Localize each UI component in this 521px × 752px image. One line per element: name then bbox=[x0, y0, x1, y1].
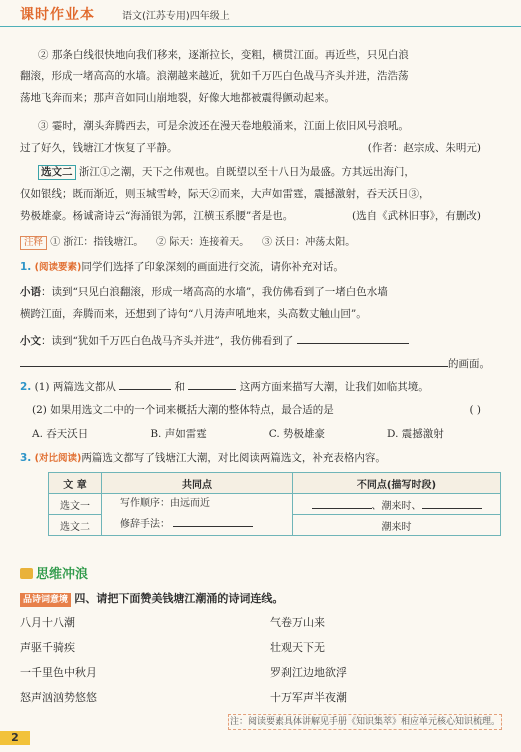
q2-options bbox=[20, 425, 501, 443]
q2-option-a[interactable]: A. 吞天沃日 bbox=[32, 428, 89, 440]
notes-label: 注释 bbox=[20, 236, 47, 250]
q1-answer-blank-1[interactable] bbox=[297, 331, 409, 344]
passage1-p2-line3: 荡地飞奔而来；那声音如同山崩地裂，好像大地都被震得颤动起来。 bbox=[20, 92, 335, 104]
q1-xiaowen-line1: 小文：读到“犹如千万匹白色战马齐头并进”，我仿佛看到了 bbox=[20, 331, 501, 350]
passage1-source: (作者：赵宗成、朱明元) bbox=[367, 142, 481, 154]
q2-blank-2[interactable] bbox=[188, 377, 236, 390]
q2-option-b[interactable]: B. 声如雷霆 bbox=[150, 428, 207, 440]
q4-stem: 品诗词意境 四、请把下面赞美钱塘江潮涌的诗词连线。 bbox=[20, 590, 501, 608]
passage2-line3: 势极雄豪。杨诚斋诗云“海涌银为郭，江横玉系腰”者是也。 (选自《武林旧事》，有删改) bbox=[20, 207, 501, 225]
passage2-source: (选自《武林旧事》，有删改) bbox=[352, 210, 481, 222]
header-difference: 不同点(描写时段) bbox=[293, 473, 501, 494]
q2-option-d[interactable]: D. 震撼激射 bbox=[387, 428, 444, 440]
q3-after-blank[interactable] bbox=[422, 496, 482, 509]
passage1-p2-line2: 翻滚，形成一堵高高的水墙。浪潮越来越近，犹如千万匹白色战马齐头并进，浩浩荡 bbox=[20, 70, 409, 82]
poem-left-2[interactable]: 声驱千骑疾 bbox=[20, 641, 75, 654]
q1-xiaowen-line2: 的画面。 bbox=[20, 354, 501, 373]
poem-right-3[interactable]: 罗刹江边地欲浮 bbox=[270, 666, 347, 679]
q3-rhetoric-blank[interactable] bbox=[173, 514, 253, 527]
passage1-p2-line1: ② 那条白线很快地向我们移来，逐渐拉长，变粗，横贯江面。再近些，只见白浪 bbox=[38, 49, 409, 61]
row2-article: 选文二 bbox=[49, 515, 102, 536]
q3-stem: 3. (对比阅读)两篇选文都写了钱塘江大潮，对比阅读两篇选文，补充表格内容。 bbox=[20, 452, 386, 464]
q1-answer-blank-2[interactable] bbox=[20, 354, 448, 367]
table-header-row bbox=[49, 473, 501, 494]
passage2-label: 选文二 bbox=[38, 165, 76, 180]
q2-option-c[interactable]: C. 势极雄豪 bbox=[268, 428, 326, 440]
book-subtitle: 语文(江苏专用)四年级上 bbox=[122, 11, 230, 22]
passage1-p3-line2: 过了好久，钱塘江才恢复了平静。 (作者：赵宗成、朱明元) bbox=[20, 139, 501, 157]
q2-part1: 2. (1) 两篇选文都从 和 这两方面来描写大潮，让我们如临其境。 bbox=[20, 377, 501, 396]
poem-left-4[interactable]: 怒声汹汹势悠悠 bbox=[20, 691, 97, 704]
poem-left-1[interactable]: 八月十八潮 bbox=[20, 616, 75, 629]
passage1-p3-line1: ③ 霎时，潮头奔腾西去，可是余波还在漫天卷地般涌来，江面上依旧风号浪吼。 bbox=[38, 120, 409, 132]
row2-difference: 潮来时 bbox=[293, 515, 501, 536]
q1-stem: 1. (阅读要素)同学们选择了印象深刻的画面进行交流，请你补充对话。 bbox=[20, 261, 344, 273]
common-order: 写作顺序：由远而近 bbox=[120, 498, 210, 509]
common-rhetoric: 修辞手法： bbox=[120, 514, 292, 535]
q1-xiaoyu-line2: 横跨江面，奔腾而来，还想到了诗句“八月涛声吼地来，头高数丈触山回”。 bbox=[20, 308, 367, 320]
page-number: 2 bbox=[0, 731, 30, 745]
poem-right-4[interactable]: 十万军声半夜潮 bbox=[270, 691, 347, 704]
row1-article: 选文一 bbox=[49, 494, 102, 515]
common-cell bbox=[102, 494, 293, 536]
q2-part2: (2) 如果用选文二中的一个词来概括大潮的整体特点，最合适的是 ( ) bbox=[20, 401, 501, 419]
page-header bbox=[0, 0, 521, 27]
q3-before-blank[interactable] bbox=[312, 496, 372, 509]
header-common: 共同点 bbox=[102, 473, 293, 494]
comparison-table bbox=[48, 472, 501, 536]
section-banner: 思维冲浪 bbox=[20, 563, 88, 581]
q2-blank-1[interactable] bbox=[119, 377, 171, 390]
brand-title: 课时作业本 bbox=[20, 7, 95, 23]
footer-note: 注：阅读要素具体讲解见手册《知识集萃》相应单元核心知识梳理。 bbox=[228, 714, 502, 730]
passage2-line2: 仅如银线；既而渐近，则玉城雪岭，际天②而来，大声如雷霆，震撼激射，吞天沃日③， bbox=[20, 188, 430, 200]
header-article: 文 章 bbox=[49, 473, 102, 494]
poem-right-1[interactable]: 气卷万山来 bbox=[270, 616, 325, 629]
wave-icon bbox=[20, 568, 33, 579]
annotation-notes: 注释 ① 浙江：指钱塘江。 ② 际天：连接着天。 ③ 沃日：冲荡太阳。 bbox=[20, 234, 501, 252]
q1-xiaoyu-line1: 小语：读到“只见白浪翻滚，形成一堵高高的水墙”，我仿佛看到了一堵白色水墙 bbox=[20, 286, 388, 298]
table-row bbox=[49, 494, 501, 515]
poem-right-2[interactable]: 壮观天下无 bbox=[270, 641, 325, 654]
passage2-line1: 选文二 浙江①之潮，天下之伟观也。自既望以至十八日为最盛。方其远出海门， bbox=[0, 163, 521, 181]
q2-answer-paren[interactable]: ( ) bbox=[469, 404, 481, 416]
poem-left-3[interactable]: 一千里色中秋月 bbox=[20, 666, 97, 679]
q4-category-tag: 品诗词意境 bbox=[20, 593, 71, 607]
row1-difference: 、潮来时、 bbox=[293, 494, 501, 515]
